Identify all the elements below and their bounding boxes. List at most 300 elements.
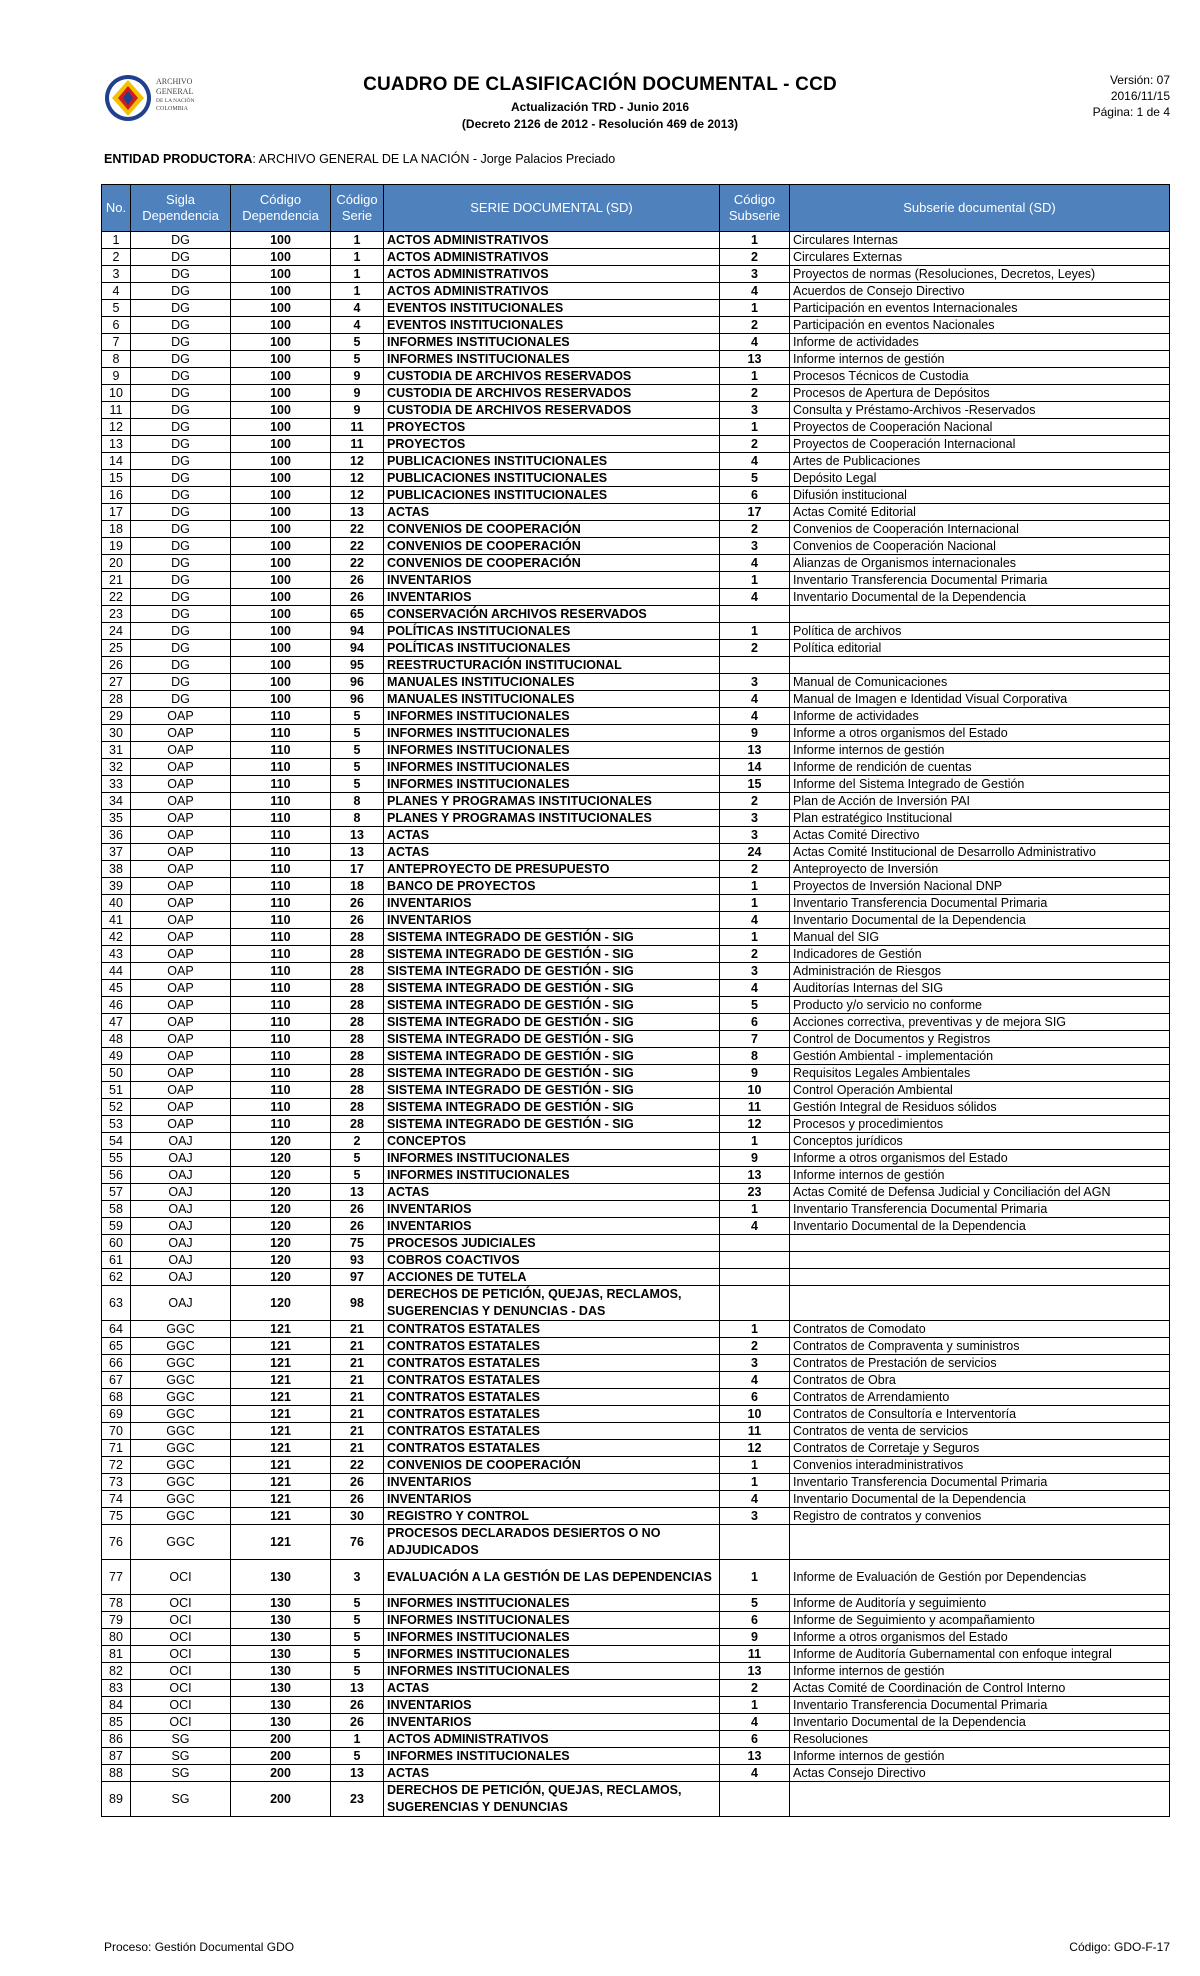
cell-sigla: OCI bbox=[131, 1646, 231, 1663]
cell-serie: CONTRATOS ESTATALES bbox=[384, 1440, 720, 1457]
cell-codigo-serie: 21 bbox=[331, 1355, 384, 1372]
cell-no: 38 bbox=[102, 861, 131, 878]
cell-codigo-dependencia: 100 bbox=[231, 691, 331, 708]
table-row bbox=[102, 623, 1170, 640]
cell-sigla: DG bbox=[131, 657, 231, 674]
cell-codigo-serie: 5 bbox=[331, 1150, 384, 1167]
document-subtitle-decree: (Decreto 2126 de 2012 - Resolución 469 de 2013) bbox=[461, 117, 739, 131]
cell-no: 39 bbox=[102, 878, 131, 895]
table-row bbox=[102, 266, 1170, 283]
cell-no: 25 bbox=[102, 640, 131, 657]
cell-no: 11 bbox=[102, 402, 131, 419]
page-label: Página: 1 de 4 bbox=[1092, 105, 1170, 119]
table-row bbox=[102, 453, 1170, 470]
cell-codigo-dependencia: 100 bbox=[231, 402, 331, 419]
cell-codigo-subserie: 3 bbox=[720, 674, 790, 691]
cell-codigo-dependencia: 100 bbox=[231, 385, 331, 402]
cell-codigo-serie: 28 bbox=[331, 1099, 384, 1116]
cell-no: 31 bbox=[102, 742, 131, 759]
cell-serie: ACTOS ADMINISTRATIVOS bbox=[384, 1731, 720, 1748]
cell-serie: SISTEMA INTEGRADO DE GESTIÓN - SIG bbox=[384, 997, 720, 1014]
cell-codigo-subserie: 15 bbox=[720, 776, 790, 793]
cell-codigo-dependencia: 121 bbox=[231, 1423, 331, 1440]
cell-no: 89 bbox=[102, 1782, 131, 1817]
cell-sigla: OAP bbox=[131, 1082, 231, 1099]
table-row bbox=[102, 1748, 1170, 1765]
cell-codigo-dependencia: 120 bbox=[231, 1167, 331, 1184]
table-row bbox=[102, 691, 1170, 708]
cell-subserie: Inventario Transferencia Documental Primaria bbox=[790, 1474, 1170, 1491]
cell-codigo-subserie: 1 bbox=[720, 1560, 790, 1595]
cell-codigo-subserie: 2 bbox=[720, 385, 790, 402]
cell-no: 62 bbox=[102, 1269, 131, 1286]
cell-no: 8 bbox=[102, 351, 131, 368]
col-header-no: No. bbox=[102, 185, 131, 232]
cell-codigo-serie: 21 bbox=[331, 1406, 384, 1423]
cell-sigla: OAP bbox=[131, 742, 231, 759]
cell-sigla: OAP bbox=[131, 844, 231, 861]
table-row bbox=[102, 1321, 1170, 1338]
cell-serie: INFORMES INSTITUCIONALES bbox=[384, 1748, 720, 1765]
cell-serie: ANTEPROYECTO DE PRESUPUESTO bbox=[384, 861, 720, 878]
table-row bbox=[102, 1525, 1170, 1560]
cell-codigo-subserie: 17 bbox=[720, 504, 790, 521]
cell-serie: PROCESOS JUDICIALES bbox=[384, 1235, 720, 1252]
cell-no: 76 bbox=[102, 1525, 131, 1560]
cell-no: 51 bbox=[102, 1082, 131, 1099]
cell-no: 29 bbox=[102, 708, 131, 725]
cell-codigo-dependencia: 121 bbox=[231, 1440, 331, 1457]
table-row bbox=[102, 1048, 1170, 1065]
cell-subserie: Plan de Acción de Inversión PAI bbox=[790, 793, 1170, 810]
cell-serie: INFORMES INSTITUCIONALES bbox=[384, 1595, 720, 1612]
cell-codigo-subserie: 6 bbox=[720, 1612, 790, 1629]
cell-codigo-dependencia: 110 bbox=[231, 929, 331, 946]
cell-subserie: Procesos y procedimientos bbox=[790, 1116, 1170, 1133]
cell-codigo-dependencia: 110 bbox=[231, 980, 331, 997]
cell-codigo-serie: 5 bbox=[331, 708, 384, 725]
cell-codigo-serie: 76 bbox=[331, 1525, 384, 1560]
cell-codigo-subserie: 1 bbox=[720, 929, 790, 946]
cell-no: 28 bbox=[102, 691, 131, 708]
svg-text:ARCHIVO: ARCHIVO bbox=[156, 77, 193, 86]
cell-codigo-serie: 95 bbox=[331, 657, 384, 674]
cell-codigo-subserie: 2 bbox=[720, 521, 790, 538]
table-row bbox=[102, 487, 1170, 504]
cell-codigo-dependencia: 110 bbox=[231, 776, 331, 793]
cell-no: 75 bbox=[102, 1508, 131, 1525]
cell-serie: INVENTARIOS bbox=[384, 589, 720, 606]
cell-subserie: Producto y/o servicio no conforme bbox=[790, 997, 1170, 1014]
cell-serie: CONVENIOS DE COOPERACIÓN bbox=[384, 1457, 720, 1474]
cell-codigo-subserie: 13 bbox=[720, 1663, 790, 1680]
cell-no: 71 bbox=[102, 1440, 131, 1457]
document-header bbox=[300, 74, 900, 131]
cell-subserie: Informe de Auditoría y seguimiento bbox=[790, 1595, 1170, 1612]
cell-codigo-dependencia: 110 bbox=[231, 912, 331, 929]
cell-no: 72 bbox=[102, 1457, 131, 1474]
cell-no: 64 bbox=[102, 1321, 131, 1338]
cell-sigla: DG bbox=[131, 674, 231, 691]
cell-no: 21 bbox=[102, 572, 131, 589]
table-row bbox=[102, 470, 1170, 487]
cell-subserie: Acuerdos de Consejo Directivo bbox=[790, 283, 1170, 300]
cell-no: 74 bbox=[102, 1491, 131, 1508]
cell-codigo-dependencia: 110 bbox=[231, 861, 331, 878]
classification-table bbox=[101, 184, 1170, 1817]
cell-sigla: OCI bbox=[131, 1714, 231, 1731]
cell-sigla: OAP bbox=[131, 1099, 231, 1116]
cell-subserie: Inventario Transferencia Documental Primaria bbox=[790, 1697, 1170, 1714]
cell-no: 49 bbox=[102, 1048, 131, 1065]
cell-no: 12 bbox=[102, 419, 131, 436]
cell-sigla: DG bbox=[131, 368, 231, 385]
table-row bbox=[102, 1031, 1170, 1048]
cell-subserie: Participación en eventos Nacionales bbox=[790, 317, 1170, 334]
cell-codigo-serie: 4 bbox=[331, 300, 384, 317]
cell-sigla: OAP bbox=[131, 827, 231, 844]
cell-codigo-subserie: 23 bbox=[720, 1184, 790, 1201]
cell-codigo-dependencia: 100 bbox=[231, 300, 331, 317]
cell-serie: POLÍTICAS INSTITUCIONALES bbox=[384, 640, 720, 657]
cell-subserie: Procesos de Apertura de Depósitos bbox=[790, 385, 1170, 402]
cell-codigo-subserie: 14 bbox=[720, 759, 790, 776]
table-row bbox=[102, 844, 1170, 861]
cell-codigo-dependencia: 110 bbox=[231, 1065, 331, 1082]
cell-codigo-dependencia: 121 bbox=[231, 1457, 331, 1474]
cell-subserie: Inventario Transferencia Documental Primaria bbox=[790, 572, 1170, 589]
cell-serie: CUSTODIA DE ARCHIVOS RESERVADOS bbox=[384, 368, 720, 385]
cell-serie: SISTEMA INTEGRADO DE GESTIÓN - SIG bbox=[384, 1048, 720, 1065]
cell-subserie: Auditorías Internas del SIG bbox=[790, 980, 1170, 997]
agn-seal-icon bbox=[104, 72, 224, 124]
cell-codigo-serie: 5 bbox=[331, 1595, 384, 1612]
cell-codigo-dependencia: 200 bbox=[231, 1782, 331, 1817]
cell-serie: INVENTARIOS bbox=[384, 1474, 720, 1491]
cell-serie: INFORMES INSTITUCIONALES bbox=[384, 759, 720, 776]
cell-codigo-dependencia: 110 bbox=[231, 810, 331, 827]
cell-codigo-serie: 9 bbox=[331, 385, 384, 402]
cell-codigo-dependencia: 100 bbox=[231, 436, 331, 453]
table-row bbox=[102, 1612, 1170, 1629]
cell-codigo-subserie: 3 bbox=[720, 538, 790, 555]
cell-sigla: GGC bbox=[131, 1321, 231, 1338]
cell-no: 40 bbox=[102, 895, 131, 912]
cell-sigla: DG bbox=[131, 232, 231, 249]
cell-serie: MANUALES INSTITUCIONALES bbox=[384, 691, 720, 708]
cell-serie: POLÍTICAS INSTITUCIONALES bbox=[384, 623, 720, 640]
cell-codigo-subserie: 10 bbox=[720, 1082, 790, 1099]
cell-no: 77 bbox=[102, 1560, 131, 1595]
table-row bbox=[102, 1184, 1170, 1201]
cell-serie: SISTEMA INTEGRADO DE GESTIÓN - SIG bbox=[384, 1099, 720, 1116]
cell-sigla: DG bbox=[131, 640, 231, 657]
table-row bbox=[102, 1595, 1170, 1612]
cell-sigla: DG bbox=[131, 504, 231, 521]
cell-codigo-serie: 28 bbox=[331, 980, 384, 997]
cell-serie: DERECHOS DE PETICIÓN, QUEJAS, RECLAMOS, SUGERENCIAS Y DENUNCIAS - DAS bbox=[384, 1286, 720, 1321]
cell-serie: CONTRATOS ESTATALES bbox=[384, 1355, 720, 1372]
col-header-codigo-serie: Código Serie bbox=[331, 185, 384, 232]
cell-codigo-subserie: 1 bbox=[720, 572, 790, 589]
cell-codigo-dependencia: 121 bbox=[231, 1372, 331, 1389]
cell-codigo-dependencia: 100 bbox=[231, 657, 331, 674]
cell-codigo-subserie bbox=[720, 1252, 790, 1269]
table-row bbox=[102, 1491, 1170, 1508]
cell-subserie: Inventario Documental de la Dependencia bbox=[790, 912, 1170, 929]
cell-subserie: Informe internos de gestión bbox=[790, 742, 1170, 759]
svg-text:GENERAL: GENERAL bbox=[156, 87, 194, 96]
cell-sigla: GGC bbox=[131, 1389, 231, 1406]
cell-sigla: OAP bbox=[131, 878, 231, 895]
cell-codigo-serie: 22 bbox=[331, 555, 384, 572]
cell-codigo-subserie: 1 bbox=[720, 1457, 790, 1474]
cell-no: 66 bbox=[102, 1355, 131, 1372]
cell-codigo-dependencia: 100 bbox=[231, 351, 331, 368]
cell-subserie bbox=[790, 1286, 1170, 1321]
table-row bbox=[102, 538, 1170, 555]
table-row bbox=[102, 1406, 1170, 1423]
cell-codigo-subserie bbox=[720, 1235, 790, 1252]
cell-serie: EVENTOS INSTITUCIONALES bbox=[384, 317, 720, 334]
cell-codigo-dependencia: 120 bbox=[231, 1201, 331, 1218]
cell-codigo-subserie: 2 bbox=[720, 249, 790, 266]
cell-subserie: Informe a otros organismos del Estado bbox=[790, 1150, 1170, 1167]
document-meta bbox=[1093, 72, 1170, 120]
cell-serie: DERECHOS DE PETICIÓN, QUEJAS, RECLAMOS, SUGERENCIAS Y DENUNCIAS bbox=[384, 1782, 720, 1817]
cell-no: 41 bbox=[102, 912, 131, 929]
col-header-serie: SERIE DOCUMENTAL (SD) bbox=[384, 185, 720, 232]
cell-codigo-dependencia: 100 bbox=[231, 555, 331, 572]
cell-serie: ACTOS ADMINISTRATIVOS bbox=[384, 283, 720, 300]
cell-serie: PROYECTOS bbox=[384, 419, 720, 436]
cell-codigo-subserie: 1 bbox=[720, 1133, 790, 1150]
cell-no: 61 bbox=[102, 1252, 131, 1269]
cell-subserie: Informe de actividades bbox=[790, 708, 1170, 725]
cell-sigla: DG bbox=[131, 334, 231, 351]
cell-codigo-dependencia: 110 bbox=[231, 997, 331, 1014]
table-row bbox=[102, 1099, 1170, 1116]
table-row bbox=[102, 1338, 1170, 1355]
cell-codigo-dependencia: 110 bbox=[231, 827, 331, 844]
cell-no: 46 bbox=[102, 997, 131, 1014]
cell-no: 56 bbox=[102, 1167, 131, 1184]
cell-subserie: Proyectos de Inversión Nacional DNP bbox=[790, 878, 1170, 895]
cell-serie: INVENTARIOS bbox=[384, 1714, 720, 1731]
document-title: CUADRO DE CLASIFICACIÓN DOCUMENTAL - CCD bbox=[363, 74, 837, 95]
cell-codigo-subserie: 13 bbox=[720, 1748, 790, 1765]
cell-serie: SISTEMA INTEGRADO DE GESTIÓN - SIG bbox=[384, 1014, 720, 1031]
cell-codigo-serie: 28 bbox=[331, 1082, 384, 1099]
cell-codigo-subserie: 5 bbox=[720, 997, 790, 1014]
cell-no: 50 bbox=[102, 1065, 131, 1082]
cell-codigo-dependencia: 110 bbox=[231, 759, 331, 776]
col-header-codigo-subserie: Código Subserie bbox=[720, 185, 790, 232]
cell-codigo-serie: 28 bbox=[331, 963, 384, 980]
cell-no: 23 bbox=[102, 606, 131, 623]
cell-codigo-dependencia: 110 bbox=[231, 725, 331, 742]
cell-codigo-subserie: 4 bbox=[720, 1372, 790, 1389]
cell-codigo-subserie: 1 bbox=[720, 1201, 790, 1218]
cell-subserie: Actas Comité de Coordinación de Control Interno bbox=[790, 1680, 1170, 1697]
cell-codigo-dependencia: 120 bbox=[231, 1235, 331, 1252]
cell-sigla: DG bbox=[131, 487, 231, 504]
cell-subserie: Indicadores de Gestión bbox=[790, 946, 1170, 963]
cell-sigla: GGC bbox=[131, 1406, 231, 1423]
table-row bbox=[102, 1440, 1170, 1457]
table-row bbox=[102, 1782, 1170, 1817]
cell-no: 16 bbox=[102, 487, 131, 504]
cell-codigo-dependencia: 121 bbox=[231, 1474, 331, 1491]
cell-codigo-serie: 3 bbox=[331, 1560, 384, 1595]
table-row bbox=[102, 606, 1170, 623]
cell-serie: SISTEMA INTEGRADO DE GESTIÓN - SIG bbox=[384, 1082, 720, 1099]
cell-codigo-subserie bbox=[720, 1525, 790, 1560]
cell-sigla: SG bbox=[131, 1731, 231, 1748]
cell-serie: EVENTOS INSTITUCIONALES bbox=[384, 300, 720, 317]
cell-sigla: OAP bbox=[131, 912, 231, 929]
cell-subserie: Control de Documentos y Registros bbox=[790, 1031, 1170, 1048]
cell-codigo-serie: 5 bbox=[331, 1612, 384, 1629]
cell-no: 13 bbox=[102, 436, 131, 453]
cell-sigla: OCI bbox=[131, 1680, 231, 1697]
cell-serie: PLANES Y PROGRAMAS INSTITUCIONALES bbox=[384, 793, 720, 810]
cell-codigo-serie: 21 bbox=[331, 1321, 384, 1338]
cell-serie: CONTRATOS ESTATALES bbox=[384, 1423, 720, 1440]
cell-subserie: Consulta y Préstamo-Archivos -Reservados bbox=[790, 402, 1170, 419]
cell-serie: INVENTARIOS bbox=[384, 1491, 720, 1508]
cell-codigo-serie: 1 bbox=[331, 266, 384, 283]
cell-codigo-subserie: 1 bbox=[720, 878, 790, 895]
cell-codigo-subserie: 9 bbox=[720, 725, 790, 742]
cell-serie: INFORMES INSTITUCIONALES bbox=[384, 1646, 720, 1663]
cell-serie: PROCESOS DECLARADOS DESIERTOS O NO ADJUDICADOS bbox=[384, 1525, 720, 1560]
cell-codigo-dependencia: 130 bbox=[231, 1680, 331, 1697]
cell-no: 87 bbox=[102, 1748, 131, 1765]
cell-no: 10 bbox=[102, 385, 131, 402]
cell-serie: ACTAS bbox=[384, 827, 720, 844]
cell-codigo-subserie: 3 bbox=[720, 1355, 790, 1372]
cell-serie: ACTAS bbox=[384, 1184, 720, 1201]
cell-sigla: GGC bbox=[131, 1508, 231, 1525]
cell-sigla: OAJ bbox=[131, 1252, 231, 1269]
cell-sigla: OAP bbox=[131, 1065, 231, 1082]
cell-codigo-subserie: 2 bbox=[720, 861, 790, 878]
cell-sigla: OAP bbox=[131, 1014, 231, 1031]
cell-codigo-serie: 26 bbox=[331, 1697, 384, 1714]
cell-subserie: Procesos Técnicos de Custodia bbox=[790, 368, 1170, 385]
cell-serie: CUSTODIA DE ARCHIVOS RESERVADOS bbox=[384, 402, 720, 419]
cell-codigo-subserie: 4 bbox=[720, 283, 790, 300]
cell-subserie: Convenios de Cooperación Internacional bbox=[790, 521, 1170, 538]
cell-codigo-serie: 96 bbox=[331, 674, 384, 691]
cell-sigla: SG bbox=[131, 1782, 231, 1817]
cell-subserie: Informe de Evaluación de Gestión por Dependencias bbox=[790, 1560, 1170, 1595]
cell-codigo-subserie: 12 bbox=[720, 1116, 790, 1133]
cell-codigo-subserie: 2 bbox=[720, 640, 790, 657]
cell-codigo-subserie: 3 bbox=[720, 1508, 790, 1525]
cell-codigo-subserie: 9 bbox=[720, 1065, 790, 1082]
cell-codigo-subserie: 4 bbox=[720, 1765, 790, 1782]
cell-serie: PROYECTOS bbox=[384, 436, 720, 453]
cell-sigla: OAJ bbox=[131, 1150, 231, 1167]
cell-codigo-serie: 22 bbox=[331, 1457, 384, 1474]
cell-subserie: Contratos de Arrendamiento bbox=[790, 1389, 1170, 1406]
table-row bbox=[102, 1167, 1170, 1184]
table-row bbox=[102, 1765, 1170, 1782]
cell-no: 36 bbox=[102, 827, 131, 844]
cell-no: 82 bbox=[102, 1663, 131, 1680]
cell-serie: INFORMES INSTITUCIONALES bbox=[384, 776, 720, 793]
cell-no: 73 bbox=[102, 1474, 131, 1491]
cell-codigo-dependencia: 100 bbox=[231, 640, 331, 657]
cell-subserie: Gestión Ambiental - implementación bbox=[790, 1048, 1170, 1065]
cell-codigo-dependencia: 121 bbox=[231, 1355, 331, 1372]
cell-subserie: Informe internos de gestión bbox=[790, 1167, 1170, 1184]
cell-codigo-serie: 5 bbox=[331, 776, 384, 793]
cell-codigo-dependencia: 110 bbox=[231, 1014, 331, 1031]
cell-no: 68 bbox=[102, 1389, 131, 1406]
cell-subserie: Informe de Seguimiento y acompañamiento bbox=[790, 1612, 1170, 1629]
table-row bbox=[102, 1697, 1170, 1714]
table-row bbox=[102, 725, 1170, 742]
cell-codigo-serie: 21 bbox=[331, 1423, 384, 1440]
cell-codigo-serie: 5 bbox=[331, 1629, 384, 1646]
cell-serie: CONTRATOS ESTATALES bbox=[384, 1406, 720, 1423]
cell-codigo-serie: 75 bbox=[331, 1235, 384, 1252]
cell-codigo-dependencia: 200 bbox=[231, 1765, 331, 1782]
cell-subserie: Informe de actividades bbox=[790, 334, 1170, 351]
cell-subserie: Difusión institucional bbox=[790, 487, 1170, 504]
cell-codigo-subserie: 5 bbox=[720, 470, 790, 487]
cell-no: 4 bbox=[102, 283, 131, 300]
col-header-codigo-dependencia: Código Dependencia bbox=[231, 185, 331, 232]
cell-codigo-serie: 97 bbox=[331, 1269, 384, 1286]
cell-codigo-subserie: 1 bbox=[720, 623, 790, 640]
cell-codigo-serie: 28 bbox=[331, 929, 384, 946]
cell-sigla: DG bbox=[131, 623, 231, 640]
cell-codigo-subserie: 9 bbox=[720, 1150, 790, 1167]
cell-serie: EVALUACIÓN A LA GESTIÓN DE LAS DEPENDENCIAS bbox=[384, 1560, 720, 1595]
cell-subserie: Convenios interadministrativos bbox=[790, 1457, 1170, 1474]
cell-subserie: Registro de contratos y convenios bbox=[790, 1508, 1170, 1525]
entity-value: : ARCHIVO GENERAL DE LA NACIÓN - Jorge Palacios Preciado bbox=[252, 152, 616, 166]
cell-codigo-dependencia: 120 bbox=[231, 1286, 331, 1321]
table-row bbox=[102, 300, 1170, 317]
cell-serie: INFORMES INSTITUCIONALES bbox=[384, 1612, 720, 1629]
table-row bbox=[102, 1389, 1170, 1406]
cell-sigla: DG bbox=[131, 453, 231, 470]
cell-subserie: Informe del Sistema Integrado de Gestión bbox=[790, 776, 1170, 793]
cell-subserie: Contratos de Compraventa y suministros bbox=[790, 1338, 1170, 1355]
cell-serie: INVENTARIOS bbox=[384, 895, 720, 912]
cell-codigo-dependencia: 100 bbox=[231, 674, 331, 691]
cell-codigo-serie: 26 bbox=[331, 895, 384, 912]
cell-codigo-dependencia: 100 bbox=[231, 521, 331, 538]
cell-no: 54 bbox=[102, 1133, 131, 1150]
cell-no: 20 bbox=[102, 555, 131, 572]
cell-sigla: GGC bbox=[131, 1525, 231, 1560]
cell-sigla: OAP bbox=[131, 895, 231, 912]
cell-sigla: DG bbox=[131, 351, 231, 368]
cell-sigla: DG bbox=[131, 317, 231, 334]
cell-no: 14 bbox=[102, 453, 131, 470]
cell-codigo-serie: 30 bbox=[331, 1508, 384, 1525]
document-subtitle-update: Actualización TRD - Junio 2016 bbox=[510, 100, 690, 114]
cell-no: 27 bbox=[102, 674, 131, 691]
cell-codigo-dependencia: 120 bbox=[231, 1133, 331, 1150]
footer-code: Código: GDO-F-17 bbox=[1069, 1940, 1170, 1954]
